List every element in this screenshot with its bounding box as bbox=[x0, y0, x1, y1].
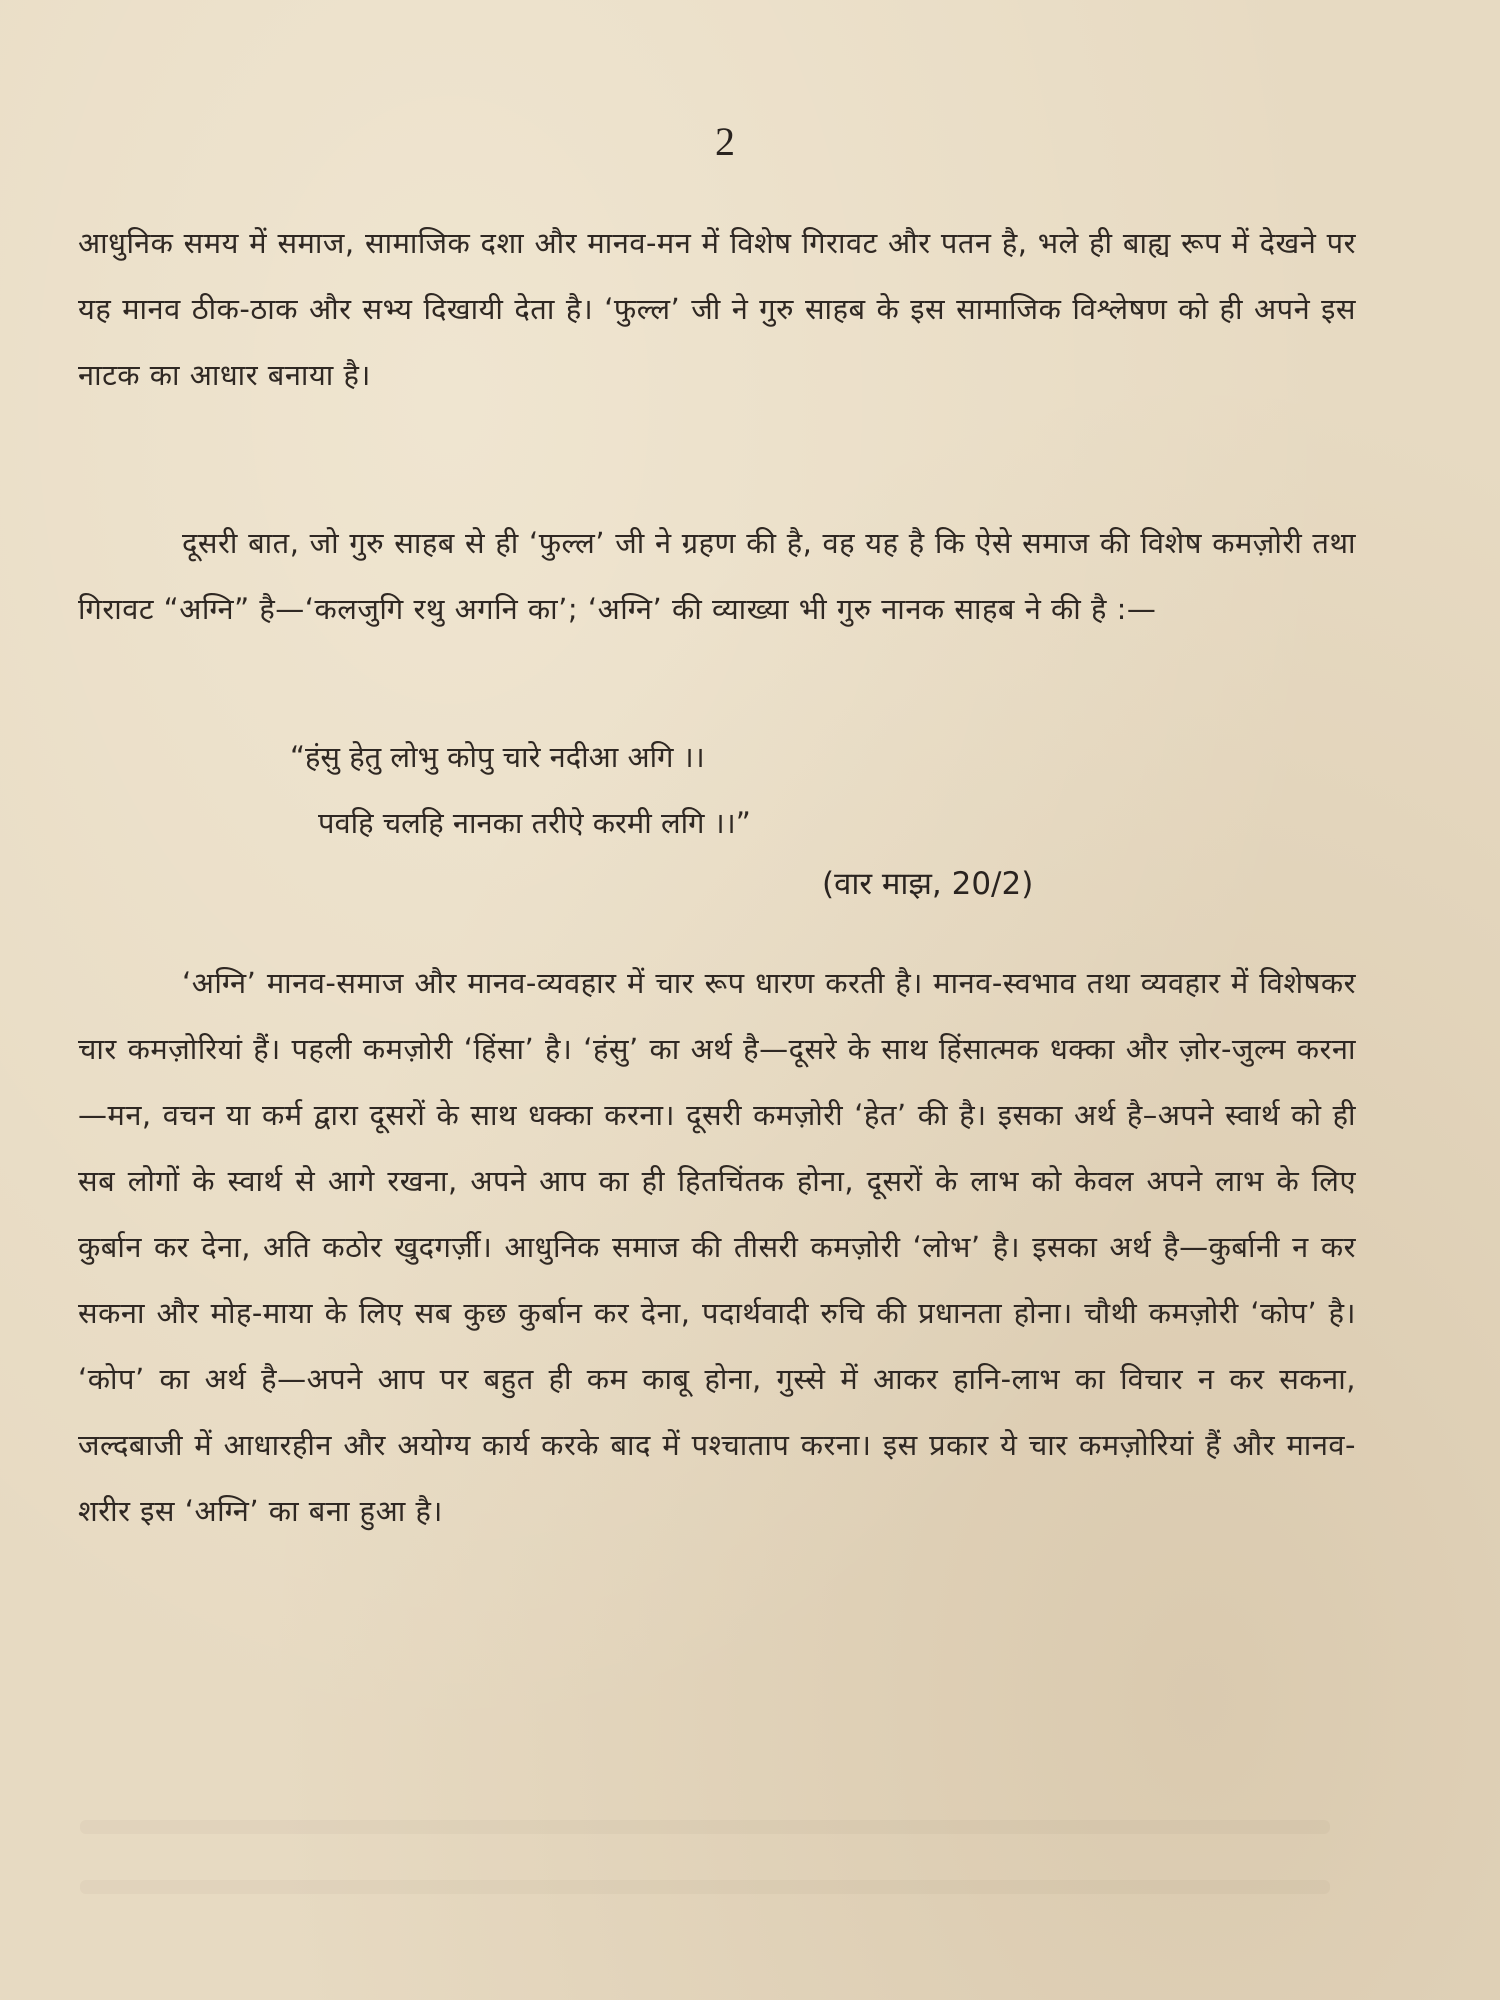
bleed-through-shadow bbox=[80, 1880, 1330, 1894]
verse-citation: (वार माझ, 20/2) bbox=[822, 866, 1034, 902]
page-number: 2 bbox=[715, 119, 735, 164]
paragraph-1: आधुनिक समय में समाज, सामाजिक दशा और मानव-मन में विशेष गिरावट और पतन है, भले ही बाह्य रूप में देखने पर यह मानव ठीक-ठाक और सभ्य दिखायी देता है। ‘फुल्ल’ जी ने गुरु साहब के इस सामाजिक विश्लेषण को ही अपने इस नाटक का आधार बनाया है। bbox=[78, 226, 1356, 392]
paragraph-3: ‘अग्नि’ मानव-समाज और मानव-व्यवहार में चार रूप धारण करती है। मानव-स्वभाव तथा व्यवहार में विशेषकर चार कमज़ोरियां हैं। पहली कमज़ोरी ‘हिंसा’ है। ‘हंसु’ का अर्थ है—दूसरे के साथ हिंसात्मक धक्का और ज़ोर-जुल्म करना—मन, वचन या कर्म द्वारा दूसरों के साथ धक्का करना। दूसरी कमज़ोरी ‘हेत’ की है। इसका अर्थ है–अपने स्वार्थ को ही सब लोगों के स्वार्थ से आगे रखना, अपने आप का ही हितचिंतक होना, दूसरों के लाभ को केवल अपने लाभ के लिए कुर्बान कर देना, अति कठोर खुदगर्ज़ी। आधुनिक समाज की तीसरी कमज़ोरी ‘लोभ’ है। इसका अर्थ है—कुर्बानी न कर सकना और मोह-माया के लिए सब कुछ कुर्बान कर देना, पदार्थवादी रुचि की प्रधानता होना। चौथी कमज़ोरी ‘कोप’ है। ‘कोप’ का अर्थ है—अपने आप पर बहुत ही कम काबू होना, गुस्से में आकर हानि-लाभ का विचार न कर सकना, जल्दबाजी में आधारहीन और अयोग्य कार्य करके बाद में पश्चाताप करना। इस प्रकार ये चार कमज़ोरियां हैं और मानव-शरीर इस ‘अग्नि’ का बना हुआ है। bbox=[78, 966, 1356, 1528]
paragraph-2: दूसरी बात, जो गुरु साहब से ही ‘फुल्ल’ जी ने ग्रहण की है, वह यह है कि ऐसे समाज की विशेष कमज़ोरी तथा गिरावट “अग्नि” है—‘कलजुगि रथु अगनि का’; ‘अग्नि’ की व्याख्या भी गुरु नानक साहब ने की है :— bbox=[78, 526, 1356, 626]
verse-line-2: पवहि चलहि नानका तरीऐ करमी लगि ।।” bbox=[318, 806, 751, 840]
bleed-through-shadow bbox=[80, 1820, 1330, 1834]
verse-line-1: “हंसु हेतु लोभु कोपु चारे नदीआ अगि ।। bbox=[290, 740, 705, 774]
